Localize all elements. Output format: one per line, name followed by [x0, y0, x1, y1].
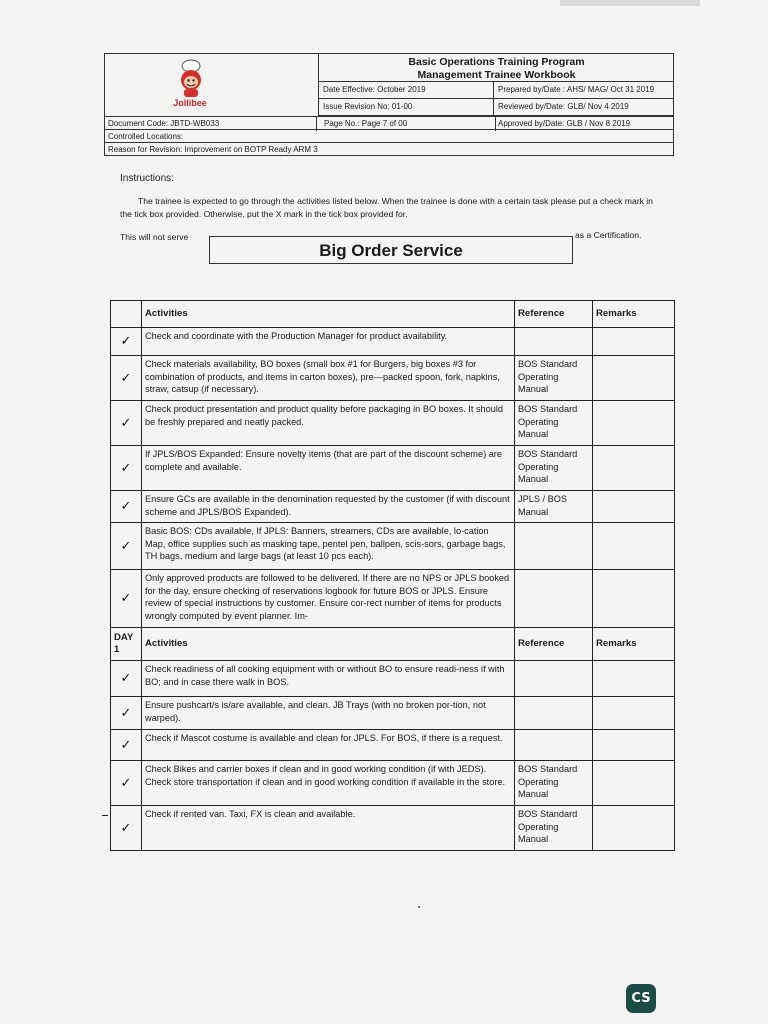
- page-number: Page No.: Page 7 of 00: [324, 117, 496, 131]
- header-activities: Activities: [142, 301, 515, 328]
- margin-mark: [102, 815, 108, 816]
- tick-box[interactable]: ✓: [111, 806, 142, 851]
- remarks-cell[interactable]: [593, 697, 675, 730]
- day-header-row: [111, 628, 675, 661]
- table-row: [111, 697, 675, 730]
- tick-box[interactable]: ✓: [111, 570, 142, 628]
- tick-box[interactable]: ✓: [111, 446, 142, 491]
- header-day: [111, 301, 142, 328]
- instructions-text: The trainee is expected to go through the activities listed below. When the trainee is done with a certain task please put a check mark in the tick box provided. Otherwise, put the X mark in the tick box provided for.: [120, 196, 653, 219]
- tick-box[interactable]: ✓: [111, 401, 142, 446]
- title-line-1: Basic Operations Training Program: [408, 56, 585, 68]
- table-row: [111, 356, 675, 401]
- activity-cell: Check if Mascot costume is available and clean for JPLS. For BOS, if there is a request.: [142, 730, 515, 761]
- table-row: [111, 446, 675, 491]
- reference-cell: BOS Standard Operating Manual: [515, 356, 593, 401]
- header-reference: Reference: [515, 628, 593, 661]
- activity-cell: Check readiness of all cooking equipment with or without BO to ensure readi-ness if with BO; and in case there walk in BOS.: [142, 661, 515, 697]
- tick-box[interactable]: ✓: [111, 661, 142, 697]
- table-row: [111, 491, 675, 523]
- reference-cell: [515, 523, 593, 570]
- remarks-cell[interactable]: [593, 806, 675, 851]
- scan-artifact: [560, 0, 700, 6]
- header-remarks: Remarks: [593, 301, 675, 328]
- reference-cell: BOS Standard Operating Manual: [515, 806, 593, 851]
- title-line-2: Management Trainee Workbook: [417, 69, 576, 81]
- tick-box[interactable]: ✓: [111, 730, 142, 761]
- controlled-locations: Controlled Locations:: [105, 130, 673, 143]
- activity-cell: Only approved products are followed to be delivered. If there are no NPS or JPLS booked for the day, ensure checking of reservations logbook for future BOS or JPLS. Ensure review of special instructions by customer. Ensure cor-rect number of items for products wrongly computed by event planner. Im-: [142, 570, 515, 628]
- activity-cell: Ensure GCs are available in the denomination requested by the customer (if with discount scheme and JPLS/BOS Expanded).: [142, 491, 515, 523]
- activity-cell: If JPLS/BOS Expanded: Ensure novelty items (that are part of the discount scheme) are complete and available.: [142, 446, 515, 491]
- table-header-row: [111, 301, 675, 328]
- table-row: [111, 761, 675, 806]
- not-serve-text: This will not serve: [120, 232, 189, 242]
- tick-box[interactable]: ✓: [111, 328, 142, 356]
- reason-for-revision: Reason for Revision: Improvement on BOTP Ready ARM 3: [108, 145, 318, 154]
- reference-cell: [515, 570, 593, 628]
- reference-cell: BOS Standard Operating Manual: [515, 401, 593, 446]
- table-row: [111, 661, 675, 697]
- reference-cell: [515, 661, 593, 697]
- scan-speck: [418, 906, 420, 908]
- remarks-cell[interactable]: [593, 356, 675, 401]
- brand-wordmark: Jollibee: [173, 98, 207, 108]
- header-reference: Reference: [515, 301, 593, 328]
- table-row: [111, 570, 675, 628]
- tick-box[interactable]: ✓: [111, 491, 142, 523]
- remarks-cell[interactable]: [593, 491, 675, 523]
- table-row: [111, 730, 675, 761]
- reference-cell: [515, 328, 593, 356]
- tick-box[interactable]: ✓: [111, 761, 142, 806]
- reference-cell: [515, 697, 593, 730]
- document-code-row: [105, 116, 673, 130]
- document-code: Document Code: JBTD-WB033: [108, 117, 317, 131]
- remarks-cell[interactable]: [593, 761, 675, 806]
- table-row: [111, 328, 675, 356]
- header-activities: Activities: [142, 628, 515, 661]
- instructions-heading: Instructions:: [120, 173, 174, 184]
- header-remarks: Remarks: [593, 628, 675, 661]
- activity-cell: Basic BOS: CDs available, If JPLS: Banners, streamers, CDs are available, lo-cation Map, office supplies such as masking tape, pentel pen, ballpen, scis-sors, garbage bags, TH bags, medium and large bags (at least 10 pcs each).: [142, 523, 515, 570]
- reference-cell: [515, 730, 593, 761]
- header-day: DAY 1: [111, 628, 142, 661]
- camscanner-badge[interactable]: CS: [626, 984, 656, 1013]
- approved-by: Approved by/Date: GLB / Nov 8 2019: [498, 119, 631, 128]
- document-header: [104, 53, 674, 156]
- issue-revision: Issue Revision No: 01-00: [319, 99, 494, 116]
- section-title: Big Order Service: [209, 236, 573, 264]
- reference-cell: JPLS / BOS Manual: [515, 491, 593, 523]
- activity-cell: Check product presentation and product quality before packaging in BO boxes. It should be freshly prepared and neatly packed.: [142, 401, 515, 446]
- remarks-cell[interactable]: [593, 401, 675, 446]
- activity-cell: Ensure pushcart/s is/are available, and clean. JB Trays (with no broken por-tion, not warped).: [142, 697, 515, 730]
- reviewed-by: Reviewed by/Date: GLB/ Nov 4 2019: [494, 99, 674, 116]
- logo-cell: [105, 54, 319, 116]
- date-effective: Date Effective: October 2019: [319, 82, 494, 99]
- remarks-cell[interactable]: [593, 523, 675, 570]
- tick-box[interactable]: ✓: [111, 356, 142, 401]
- activity-cell: Check if rented van. Taxi, FX is clean and available.: [142, 806, 515, 851]
- activity-cell: Check materials availability, BO boxes (small box #1 for Burgers, big boxes #3 for combination of products, and items in carton boxes), pre—packed spoon, fork, napkins, straw, catsup (if necessary).: [142, 356, 515, 401]
- workbook-title: [319, 54, 674, 82]
- remarks-cell[interactable]: [593, 730, 675, 761]
- table-row: [111, 806, 675, 851]
- tick-box[interactable]: ✓: [111, 697, 142, 730]
- prepared-by: Prepared by/Date : AHS/ MAG/ Oct 31 2019: [494, 82, 674, 99]
- activity-cell: Check Bikes and carrier boxes if clean and in good working condition (if with JEDS). Check store transportation if clean and in good working condition if available in the store.: [142, 761, 515, 806]
- table-row: [111, 401, 675, 446]
- activity-cell: Check and coordinate with the Production Manager for product availability.: [142, 328, 515, 356]
- remarks-cell[interactable]: [593, 446, 675, 491]
- reference-cell: BOS Standard Operating Manual: [515, 761, 593, 806]
- reference-cell: BOS Standard Operating Manual: [515, 446, 593, 491]
- remarks-cell[interactable]: [593, 661, 675, 697]
- certification-text: as a Certification.: [575, 230, 642, 240]
- activities-table: [110, 300, 675, 851]
- remarks-cell[interactable]: [593, 328, 675, 356]
- table-row: [111, 523, 675, 570]
- tick-box[interactable]: ✓: [111, 523, 142, 570]
- remarks-cell[interactable]: [593, 570, 675, 628]
